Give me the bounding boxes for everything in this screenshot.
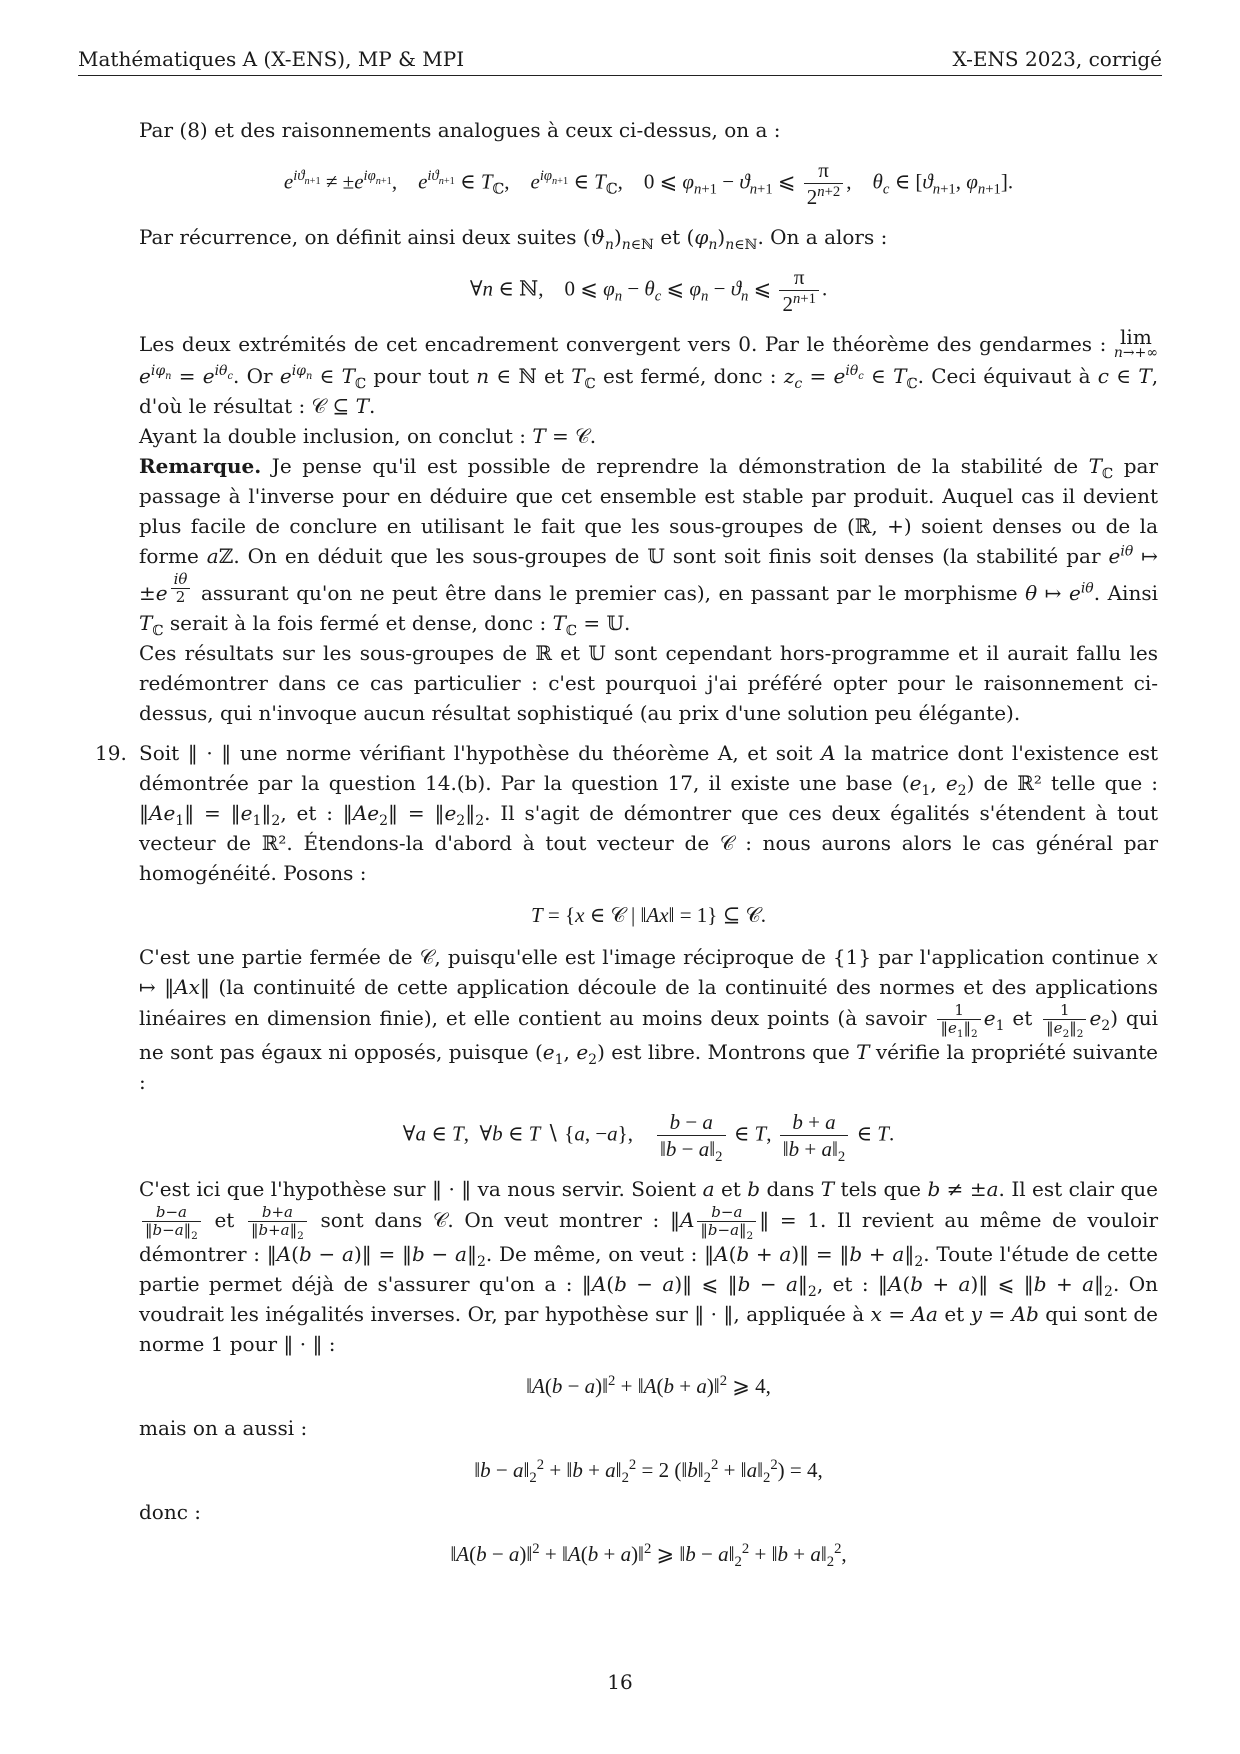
paragraph: donc : (139, 1500, 202, 1525)
paragraph: Par (8) et des raisonnements analogues à ceux ci-dessus, on a : (139, 118, 781, 142)
equation-6: ‖b − $a‖_2^2$ + ‖b + $a‖_2^2 = 2$ ($‖b‖_2^2$ + $‖a‖_2^2) = 4$, (474, 1457, 823, 1487)
equation-7: ‖A(b − a)‖$^2$ + ‖A(b + a)‖$^2$ ⩾ ‖b − $a‖_2^2$ + ‖b + $a‖_2^2$, (450, 1541, 847, 1571)
equation-1: $e^{iϑ_{n+1}} \ne \pm e^{i\varphi_{n+1}}$, $e^{iϑ_{n+1}}$ ∈ $T_ℂ$, $e^{i\varphi_{n+1}}$ ∈ $T_ℂ$, 0 ⩽ $\varphi_{n+1} - ϑ_{n+1}$ ⩽ $\frac{\pi}{2^{n+2}}$ , $\theta_c$ ∈ [$ϑ_{n+1}$, $\varphi_{n+1}$]. (283, 158, 1014, 209)
paragraph: Les deux extrémités de cet encadrement convergent vers 0. Par le théorème des gendarmes : lim n→+∞ $e^{i\varphi_n} = e^{i\theta_c}$. Or $e^{i\varphi_n}$ ∈ $T_ℂ$ pour tout n ∈ ℕ et $T_ℂ$ est fermé, donc : $z_c = e^{i\theta_c}$ ∈ $T_ℂ$. Ceci équivaut à c ∈ T, d'où le résultat : 𝒞 ⊆ T. (139, 325, 1159, 418)
question-number: 19. (95, 741, 127, 766)
remark-label: Remarque. (139, 454, 262, 478)
page-body (95, 115, 1159, 1581)
paragraph: C'est ici que l'hypothèse sur ‖ · ‖ va nous servir. Soient a et b dans T tels que b ≠ ±a. Il est clair que $\frac{b-a}{‖b-a‖_2}$ et $\frac{b+a}{‖b+a‖_2}$ sont dans 𝒞. On veut montrer : ‖A $\frac{b-a}{‖b-a‖_2}$ ‖ = 1. Il revient au même de vouloir démontrer : ‖A(b − a)‖ = ‖b − $a‖_2$. De même, on veut : ‖A(b + a)‖ = ‖b + $a‖_2$. Toute l'étude de cette partie permet déjà de s'assurer qu'on a : ‖A(b − a)‖ ⩽ ‖b − $a‖_2$, et : ‖A(b + a)‖ ⩽ ‖b + $a‖_2$. On voudrait les inégalités inverses. Or, par hypothèse sur ‖ · ‖, appliquée à x = Aa et y = Ab qui sont de norme 1 pour ‖ · ‖ : (139, 1177, 1159, 1357)
remark-paragraph: Remarque. Je pense qu'il est possible de reprendre la démonstration de la stabilité de $T_ℂ$ par passage à l'inverse pour en déduire que cet ensemble est stable par produit. Auquel cas il devient plus facile de conclure en utilisant le fait que les sous-groupes de (ℝ, +) soient denses ou de la forme aℤ. On en déduit que les sous-groupes de 𝕌 sont soit finis soit denses (la stabilité par $e^{i\theta}$ ↦ ±e $^{\frac{i\theta}{2}}$ assurant qu'on ne peut être dans le premier cas), en passant par le morphisme θ ↦ $e^{i\theta}$. Ainsi $T_ℂ$ serait à la fois fermé et dense, donc : $T_ℂ$ = 𝕌. (139, 454, 1159, 640)
question-19: 19. Soit ‖ · ‖ une norme vérifiant l'hypothèse du théorème A, et soit A la matrice dont l'existence est démontrée par la question 14.(b). Par la question 17, il existe une base ($e_1$, $e_2$) de ℝ² telle que : $‖Ae_1‖$ = $‖e_1‖_2$, et : $‖Ae_2‖$ = $‖e_2‖_2$. Il s'agit de démontrer que ces deux égalités s'étendent à tout vecteur de ℝ². Étendons-la d'abord à tout vecteur de 𝒞 : nous aurons alors le cas général par homogénéité. Posons : (139, 738, 1158, 888)
page-number: 16 (607, 1670, 633, 1694)
paragraph: mais on a aussi : (139, 1416, 308, 1441)
paragraph: C'est une partie fermée de 𝒞, puisqu'elle est l'image réciproque de {1} par l'application continue x ↦ ‖Ax‖ (la continuité de cette application découle de la continuité des normes et des applications linéaires en dimension finie), et elle contient au moins deux points (à savoir $\frac{1}{‖e_1‖_2}$ $e_1$ et $\frac{1}{‖e_2‖_2}$ $e_2$) qui ne sont pas égaux ni opposés, puisque ($e_1$, $e_2$) est libre. Montrons que T vérifie la propriété suivante : (139, 945, 1159, 1095)
paragraph: Ayant la double inclusion, on conclut : T = 𝒞. (139, 424, 597, 448)
paragraph: Ces résultats sur les sous-groupes de ℝ et 𝕌 sont cependant hors-programme et il aurait fallu les redémontrer dans ce cas particulier : c'est pourquoi j'ai préféré opter pour le raisonnement ci-dessus, qui n'invoque aucun résultat sophistiqué (au prix d'une solution peu élégante). (139, 641, 1158, 726)
paragraph: Par récurrence, on définit ainsi deux suites $(ϑ_n)_{n\in ℕ}$ et $(\varphi_n)_{n\in ℕ}$. On a alors : (139, 225, 888, 253)
equation-2: ∀n ∈ ℕ, 0 ⩽ $\varphi_n - \theta_c$ ⩽ $\varphi_n - ϑ_n$ ⩽ $\frac{\pi}{2^{n+1}}$ . (469, 265, 828, 316)
equation-5: ‖A(b − a)‖$^2$ + ‖A(b + a)‖$^2$ ⩾ 4, (526, 1373, 771, 1399)
header-left: Mathématiques A (X-ENS), MP & MPI (78, 47, 465, 71)
equation-4: ∀a ∈ T, ∀b ∈ T ∖ {a, −a}, $\frac{b - a}{‖b - a‖_2}$ ∈ T, $\frac{b + a}{‖b + a‖_2}$ ∈ T. (402, 1110, 895, 1166)
header-right: X-ENS 2023, corrigé (952, 47, 1162, 71)
page-header (78, 36, 1162, 76)
equation-3: T = {x ∈ 𝒞 | ‖Ax‖ = 1} ⊆ 𝒞. (530, 903, 767, 928)
